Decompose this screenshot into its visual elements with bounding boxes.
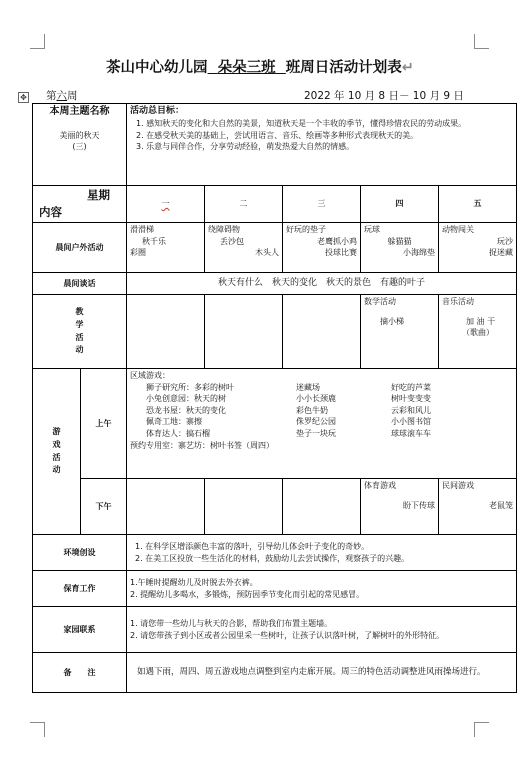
afternoon-friday-content: 老鼠笼	[489, 500, 514, 510]
day-friday: 五	[439, 186, 517, 223]
crop-mark-bottom-right	[474, 722, 489, 737]
afternoon-thursday-title: 体育游戏	[364, 481, 396, 490]
remarks-content: 如遇下雨，周四、周五游戏地点调整到室内走廊开展。周三的特色活动调整进风雨操场进行。	[127, 653, 517, 693]
title-class-name: 朵朵三班	[217, 60, 276, 76]
outdoor-thursday: 玩球 躲猫猫 小海绵垫	[361, 223, 439, 273]
teaching-monday	[127, 295, 205, 369]
outdoor-monday: 滑滑梯 秋千乐 彩圈	[127, 223, 205, 273]
teaching-friday	[439, 295, 517, 369]
teaching-friday-note: （歌曲）	[462, 328, 494, 338]
environment-item-2: 2. 在美工区投放一些生活化的材料，鼓励幼儿去尝试操作，观察孩子的兴趣。	[135, 553, 410, 563]
environment-content	[127, 535, 517, 571]
area-games-grid: 狮子研究所：多彩的树叶 迷藏场 好吃的芦菜 小兔创意园：秋天的树 小小长颈鹿 树叶变变变 恐龙书屋：秋天的变化 彩色牛奶 云彩和风儿 佩奇工地：寨擦 侏罗纪公园 小小图书馆 体育达人：搞石榴 垫子一块玩 球球滚车车	[146, 382, 431, 438]
outdoor-label: 晨间户外活动	[33, 223, 127, 273]
teaching-thursday	[361, 295, 439, 369]
day-tuesday: 二	[205, 186, 283, 223]
play-morning-content	[127, 369, 517, 479]
special-room-booking: 预约专用室：寨艺坊：树叶书签（周四）	[130, 440, 274, 450]
environment-item-1: 1. 在科学区增添颜色丰富的落叶，引导幼儿体会叶子变化的奇妙。	[135, 541, 370, 551]
teaching-thursday-subject: 数学活动	[364, 297, 396, 306]
play-morning-label: 上午	[81, 369, 127, 479]
care-item-2: 2. 提醒幼儿多喝水，多锻炼，预防因季节变化而引起的常见感冒。	[130, 589, 365, 599]
home-item-1: 1. 请您带一些幼儿与秋天的合影，帮助我们布置主题墙。	[130, 618, 333, 628]
goals-label: 活动总目标：	[130, 106, 185, 116]
page-title: 茶山中心幼儿园 朵朵三班 班周日活动计划表↵	[106, 60, 414, 76]
goal-item-1: 1. 感知秋天的变化和大自然的美景，知道秋天是一个丰收的季节，懂得珍惜农民的劳动成果。	[136, 119, 467, 129]
crop-mark-top-left	[30, 34, 45, 49]
home-item-2: 2. 请您带孩子到小区或者公园里采一些树叶，让孩子认识落叶树，了解树叶的外形特征。	[130, 630, 445, 640]
home-contact-content	[127, 607, 517, 653]
care-content	[127, 571, 517, 607]
theme-label: 本周主题名称	[49, 106, 110, 117]
theme-cell	[33, 104, 127, 186]
home-contact-label: 家园联系	[33, 607, 127, 653]
week-label: 第六周	[46, 90, 78, 102]
crop-mark-top-right	[474, 34, 489, 49]
environment-label: 环境创设	[33, 535, 127, 571]
afternoon-thursday	[361, 479, 439, 535]
play-afternoon-label: 下午	[81, 479, 127, 535]
day-wednesday: 三	[283, 186, 361, 223]
morning-talk-content: 秋天有什么 秋天的变化 秋天的景色 有趣的叶子	[127, 273, 517, 295]
afternoon-friday	[439, 479, 517, 535]
goal-item-3: 3. 乐意与同伴合作，分享劳动经验，萌发热爱大自然的情感。	[136, 142, 355, 152]
title-plan-name: 班周日活动计划表	[285, 60, 402, 76]
play-label: 游 戏 活 动	[33, 369, 81, 535]
teaching-wednesday	[283, 295, 361, 369]
care-item-1: 1.午睡时提醒幼儿及时脱去外衣裤。	[130, 577, 258, 587]
crop-mark-bottom-left	[30, 722, 45, 737]
goals-cell	[127, 104, 517, 186]
outdoor-wednesday: 好玩的垫子 老鹰抓小鸡 投球比赛	[283, 223, 361, 273]
afternoon-tuesday	[205, 479, 283, 535]
care-label: 保育工作	[33, 571, 127, 607]
theme-sub: (三)	[72, 142, 87, 152]
goal-item-2: 2. 在感受秋天美的基础上，尝试用语言、音乐、绘画等多种形式表现秋天的美。	[136, 130, 419, 140]
title-kindergarten: 茶山中心幼儿园	[106, 60, 208, 76]
teaching-friday-subject: 音乐活动	[442, 297, 474, 306]
week-number: 六	[56, 90, 67, 102]
outdoor-friday: 动物闯关 玩沙 捉迷藏	[439, 223, 517, 273]
day-thursday: 四	[361, 186, 439, 223]
day-monday: 一	[127, 186, 205, 223]
weekday-header-label: 星期 内容	[33, 186, 127, 223]
theme-value: 美丽的秋天	[59, 130, 100, 140]
date-range: 2022 年 10 月 8 日－ 10 月 9 日	[304, 90, 464, 102]
outdoor-tuesday: 绕障碍物 丢沙包 木头人	[205, 223, 283, 273]
teaching-thursday-topic: 摘小梯	[380, 316, 404, 326]
remarks-label: 备 注	[33, 653, 127, 693]
weekly-plan-table	[32, 103, 517, 693]
afternoon-monday	[127, 479, 205, 535]
area-games-heading: 区域游戏：	[130, 371, 170, 380]
morning-talk-label: 晨间谈话	[33, 273, 127, 295]
afternoon-wednesday	[283, 479, 361, 535]
teaching-label: 教 学 活 动	[33, 295, 127, 369]
afternoon-friday-title: 民间游戏	[442, 481, 474, 490]
afternoon-thursday-content: 盼下传球	[403, 500, 435, 510]
teaching-tuesday	[205, 295, 283, 369]
table-move-handle-icon[interactable]: ✥	[18, 92, 29, 103]
teaching-friday-topic: 加 油 干	[466, 316, 496, 326]
